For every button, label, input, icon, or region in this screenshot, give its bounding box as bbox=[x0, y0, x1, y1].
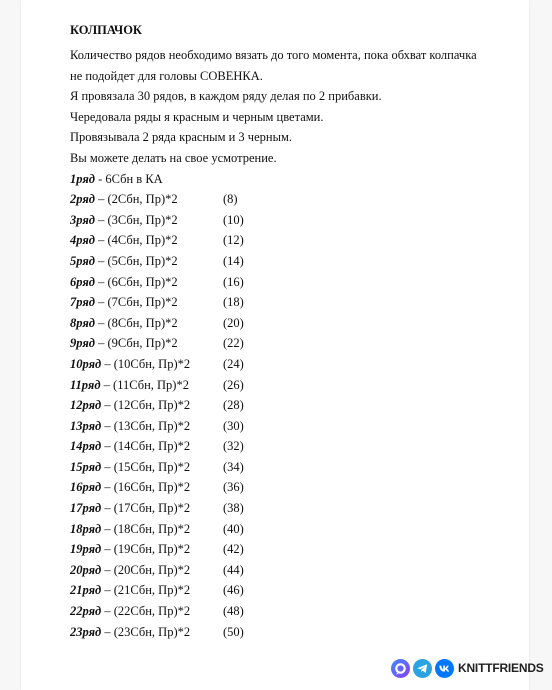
row-label: 4ряд bbox=[70, 233, 95, 248]
vk-icon bbox=[435, 659, 454, 678]
row-text: – (4Сбн, Пр)*2 bbox=[94, 233, 178, 248]
stitch-count: (32) bbox=[223, 439, 244, 454]
stitch-count: (12) bbox=[223, 233, 244, 248]
watermark-text: KNITTFRIENDS bbox=[458, 661, 544, 675]
stitch-count: (30) bbox=[223, 418, 244, 433]
row-text: – (21Сбн, Пр)*2 bbox=[101, 583, 191, 598]
stitch-count: (22) bbox=[223, 336, 244, 351]
row-text: – (6Сбн, Пр)*2 bbox=[94, 274, 178, 289]
telegram-icon bbox=[413, 659, 432, 678]
paragraph-6: Вы можете делать на свое усмотрение. bbox=[70, 150, 277, 165]
paragraph-2: не подойдет для головы СОВЕНКА. bbox=[70, 68, 263, 83]
row-label: 18ряд bbox=[70, 521, 102, 536]
row-instruction bbox=[70, 395, 520, 416]
stitch-count: (38) bbox=[223, 501, 244, 516]
row-label: 19ряд bbox=[70, 542, 102, 557]
document-title: КОЛПАЧОК bbox=[70, 23, 142, 37]
stitch-count: (36) bbox=[223, 480, 244, 495]
row-label: 14ряд bbox=[70, 439, 102, 454]
row-text: – (13Сбн, Пр)*2 bbox=[101, 418, 191, 433]
row-label: 9ряд bbox=[70, 336, 95, 351]
row-text: – (14Сбн, Пр)*2 bbox=[101, 439, 191, 454]
row-instruction bbox=[70, 580, 520, 601]
stitch-count: (14) bbox=[223, 253, 244, 268]
row-instruction bbox=[70, 333, 520, 354]
row-label: 17ряд bbox=[70, 501, 102, 516]
max-messenger-icon bbox=[391, 659, 410, 678]
row-text: – (12Сбн, Пр)*2 bbox=[101, 398, 191, 413]
stitch-count: (44) bbox=[223, 562, 244, 577]
row-label: 3ряд bbox=[70, 212, 95, 227]
row-instruction bbox=[70, 519, 520, 540]
row-label: 22ряд bbox=[70, 604, 102, 619]
row-text: - 6Сбн в КА bbox=[94, 171, 163, 186]
row-label: 7ряд bbox=[70, 295, 95, 310]
row-label: 6ряд bbox=[70, 274, 95, 289]
stitch-count: (16) bbox=[223, 274, 244, 289]
row-label: 21ряд bbox=[70, 583, 102, 598]
row-label: 20ряд bbox=[70, 562, 102, 577]
document-content bbox=[70, 20, 520, 642]
row-instruction bbox=[70, 251, 520, 272]
row-instruction bbox=[70, 210, 520, 231]
row-text: – (8Сбн, Пр)*2 bbox=[94, 315, 178, 330]
stitch-count: (8) bbox=[223, 192, 238, 207]
row-label: 1ряд bbox=[70, 171, 95, 186]
row-text: – (10Сбн, Пр)*2 bbox=[101, 356, 191, 371]
row-text: – (9Сбн, Пр)*2 bbox=[94, 336, 178, 351]
row-text: – (23Сбн, Пр)*2 bbox=[101, 624, 191, 639]
row-text: – (5Сбн, Пр)*2 bbox=[94, 253, 178, 268]
stitch-count: (50) bbox=[223, 624, 244, 639]
row-instruction bbox=[70, 622, 520, 643]
row-instruction bbox=[70, 230, 520, 251]
row-instruction bbox=[70, 354, 520, 375]
row-instruction bbox=[70, 498, 520, 519]
stitch-count: (26) bbox=[223, 377, 244, 392]
row-label: 16ряд bbox=[70, 480, 102, 495]
stitch-count: (40) bbox=[223, 521, 244, 536]
row-label: 2ряд bbox=[70, 192, 95, 207]
row-label: 13ряд bbox=[70, 418, 102, 433]
row-text: – (19Сбн, Пр)*2 bbox=[101, 542, 191, 557]
row-text: – (18Сбн, Пр)*2 bbox=[101, 521, 191, 536]
row-text: – (7Сбн, Пр)*2 bbox=[94, 295, 178, 310]
stitch-count: (34) bbox=[223, 459, 244, 474]
row-instruction bbox=[70, 272, 520, 293]
stitch-count: (20) bbox=[223, 315, 244, 330]
stitch-count: (24) bbox=[223, 356, 244, 371]
stitch-count: (10) bbox=[223, 212, 244, 227]
row-text: – (15Сбн, Пр)*2 bbox=[101, 459, 191, 474]
row-text: – (11Сбн, Пр)*2 bbox=[100, 377, 189, 392]
row-text: – (2Сбн, Пр)*2 bbox=[94, 192, 178, 207]
row-instruction-list bbox=[70, 189, 520, 642]
row-instruction bbox=[70, 375, 520, 396]
row-label: 5ряд bbox=[70, 253, 95, 268]
paragraph-5: Провязывала 2 ряда красным и 3 черным. bbox=[70, 130, 293, 145]
row-instruction bbox=[70, 457, 520, 478]
stitch-count: (42) bbox=[223, 542, 244, 557]
stitch-count: (46) bbox=[223, 583, 244, 598]
first-row-instruction bbox=[70, 169, 520, 190]
row-text: – (22Сбн, Пр)*2 bbox=[101, 604, 191, 619]
row-instruction bbox=[70, 292, 520, 313]
stitch-count: (28) bbox=[223, 398, 244, 413]
row-instruction bbox=[70, 601, 520, 622]
row-instruction bbox=[70, 436, 520, 457]
row-label: 10ряд bbox=[70, 356, 102, 371]
row-text: – (20Сбн, Пр)*2 bbox=[101, 562, 191, 577]
row-label: 8ряд bbox=[70, 315, 95, 330]
row-instruction bbox=[70, 539, 520, 560]
stitch-count: (48) bbox=[223, 604, 244, 619]
row-label: 23ряд bbox=[70, 624, 102, 639]
row-text: – (17Сбн, Пр)*2 bbox=[101, 501, 191, 516]
watermark bbox=[391, 657, 544, 679]
row-instruction bbox=[70, 560, 520, 581]
paragraph-3: Я провязала 30 рядов, в каждом ряду делая по 2 прибавки. bbox=[70, 89, 382, 104]
row-text: – (16Сбн, Пр)*2 bbox=[101, 480, 191, 495]
row-instruction bbox=[70, 416, 520, 437]
stitch-count: (18) bbox=[223, 295, 244, 310]
row-instruction bbox=[70, 189, 520, 210]
row-label: 12ряд bbox=[70, 398, 102, 413]
row-instruction bbox=[70, 313, 520, 334]
row-text: – (3Сбн, Пр)*2 bbox=[94, 212, 178, 227]
paragraph-1: Количество рядов необходимо вязать до того момента, пока обхват колпачка bbox=[70, 48, 477, 62]
row-label: 15ряд bbox=[70, 459, 102, 474]
row-label: 11ряд bbox=[70, 377, 101, 392]
row-instruction bbox=[70, 477, 520, 498]
paragraph-4: Чередовала ряды я красным и черным цветами. bbox=[70, 109, 324, 124]
